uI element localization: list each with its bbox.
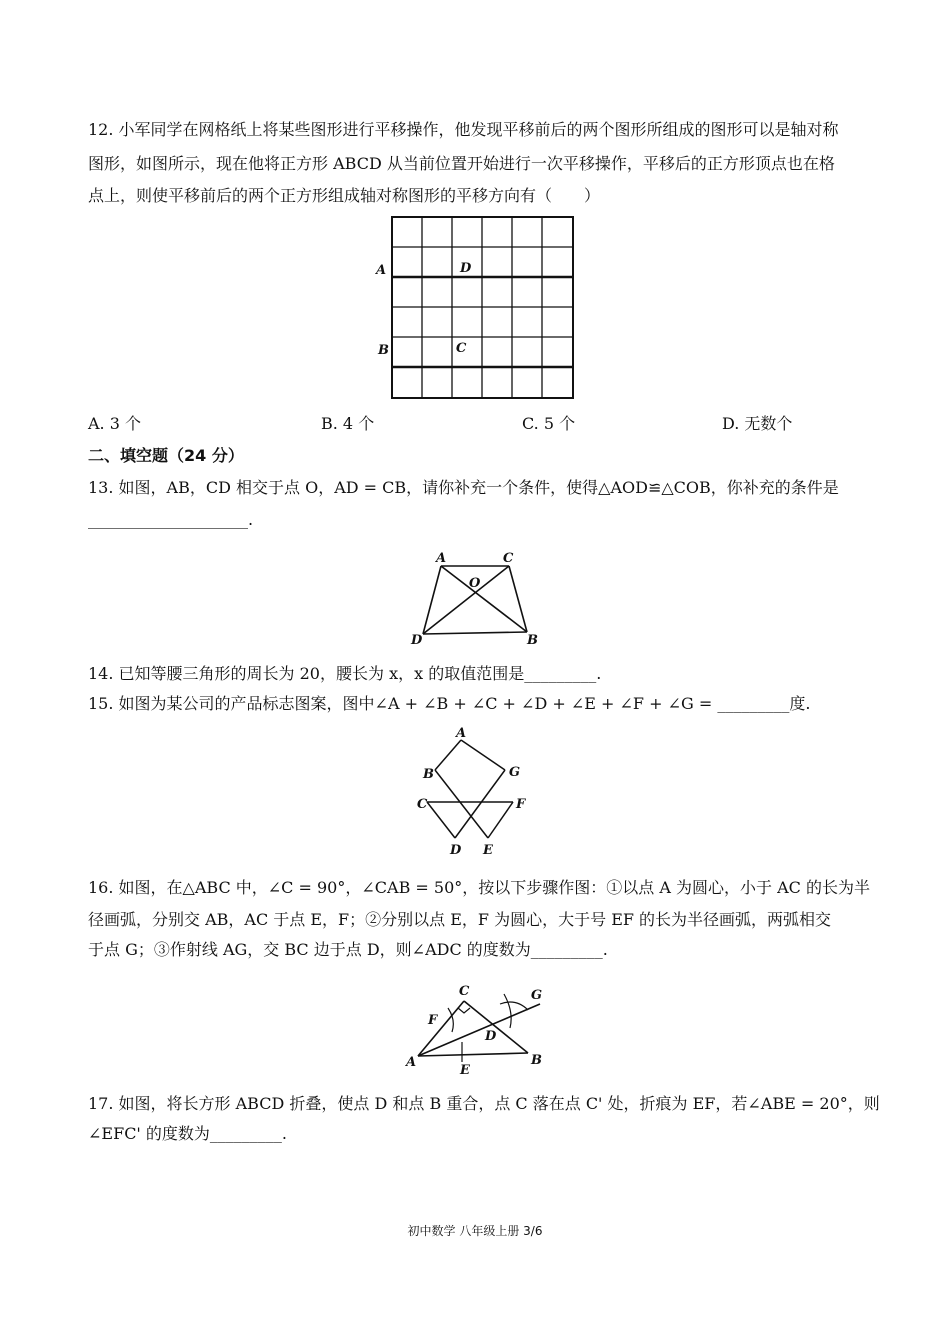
q16-label-f: F xyxy=(428,1013,438,1028)
q15-label-e: E xyxy=(483,843,493,858)
q13-label-c: C xyxy=(503,551,514,566)
q13-label-d: D xyxy=(411,633,423,648)
q12-option-d[interactable]: D. 无数个 xyxy=(722,414,793,433)
page-footer: 初中数学 八年级上册 3/6 xyxy=(407,1224,543,1238)
q12-line2: 图形，如图所示，现在他将正方形 ABCD 从当前位置开始进行一次平移操作，平移后的正方形顶点也在格 xyxy=(88,154,835,173)
q16-label-c: C xyxy=(459,984,470,999)
q17-line2: ∠EFC' 的度数为_________. xyxy=(88,1124,288,1143)
q16-line3: 于点 G；③作射线 AG，交 BC 边于点 D，则∠ADC 的度数为_________. xyxy=(88,940,608,959)
q13-line1: 13. 如图，AB，CD 相交于点 O，AD = CB，请你补充一个条件，使得△AOD≌△COB，你补充的条件是 xyxy=(88,478,839,497)
q16-line1: 16. 如图，在△ABC 中，∠C = 90°，∠CAB = 50°，按以下步骤作图：①以点 A 为圆心，小于 AC 的长为半 xyxy=(88,878,870,897)
q12-label-d: D xyxy=(460,261,472,276)
q15-label-c: C xyxy=(417,797,428,812)
q17-line1: 17. 如图，将长方形 ABCD 折叠，使点 D 和点 B 重合，点 C 落在点 C' 处，折痕为 EF，若∠ABE = 20°，则 xyxy=(88,1094,880,1113)
section-heading: 二、填空题（24 分） xyxy=(88,446,244,465)
q15-label-d: D xyxy=(450,843,462,858)
q16-line2: 径画弧，分别交 AB，AC 于点 E，F；②分别以点 E，F 为圆心，大于号 EF 的长为半径画弧，两弧相交 xyxy=(88,910,832,929)
q13-label-o: O xyxy=(469,576,481,591)
q13-figure xyxy=(405,548,545,648)
q13-answer-blank: ____________________. xyxy=(88,510,254,529)
q12-grid-figure xyxy=(370,212,580,402)
q15-figure xyxy=(415,724,535,860)
q14-line: 14. 已知等腰三角形的周长为 20，腰长为 x，x 的取值范围是_________. xyxy=(88,664,602,683)
q16-figure xyxy=(400,980,560,1076)
q13-label-b: B xyxy=(527,633,538,648)
q12-label-b: B xyxy=(378,343,389,358)
q16-label-g: G xyxy=(531,988,543,1003)
q12-option-b[interactable]: B. 4 个 xyxy=(321,414,375,433)
q12-option-c[interactable]: C. 5 个 xyxy=(522,414,576,433)
q16-label-e: E xyxy=(460,1063,470,1076)
q15-label-f: F xyxy=(516,797,526,812)
q12-line1: 12. 小军同学在网格纸上将某些图形进行平移操作，他发现平移前后的两个图形所组成的图形可以是轴对称 xyxy=(88,120,839,139)
q16-label-d: D xyxy=(485,1029,497,1044)
q12-label-a: A xyxy=(376,263,387,278)
q16-label-b: B xyxy=(531,1053,542,1068)
q15-label-a: A xyxy=(456,726,467,741)
q15-label-b: B xyxy=(423,767,434,782)
q12-option-a[interactable]: A. 3 个 xyxy=(88,414,141,433)
q16-label-a: A xyxy=(406,1055,417,1070)
q12-label-c: C xyxy=(456,341,467,356)
q13-label-a: A xyxy=(436,551,447,566)
q15-line1: 15. 如图为某公司的产品标志图案，图中∠A + ∠B + ∠C + ∠D + ∠E + ∠F + ∠G = _________度. xyxy=(88,694,811,713)
q12-line3: 点上，则使平移前后的两个正方形组成轴对称图形的平移方向有（ ） xyxy=(88,186,601,205)
q15-label-g: G xyxy=(509,765,521,780)
